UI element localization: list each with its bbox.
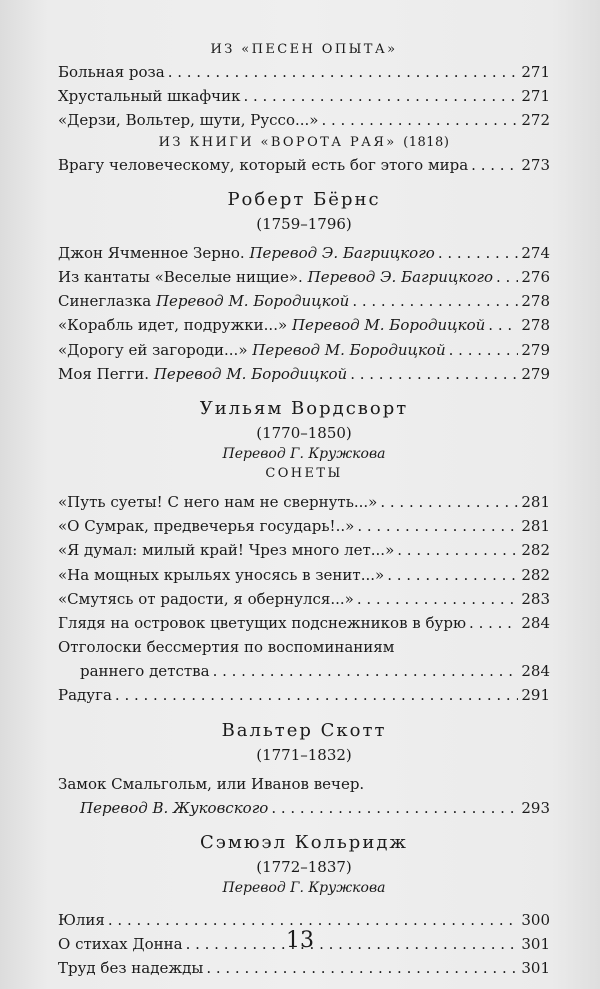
page-ref: 271 — [521, 87, 550, 106]
page-ref: 301 — [521, 935, 550, 954]
entry-title: «Корабль идет, подружки...» Перевод М. Бородицкой — [58, 316, 486, 335]
author-dates: (1759–1796) — [256, 214, 352, 233]
entry-title: «На мощных крыльях уносясь в зенит...» — [58, 565, 385, 584]
page-ref: 274 — [521, 243, 550, 262]
page-ref: 284 — [521, 662, 550, 681]
entry-title: Джон Ячменное Зерно. Перевод Э. Багрицкого — [58, 243, 435, 262]
page-ref: 282 — [521, 541, 550, 560]
dot-leader — [115, 683, 518, 707]
toc-entry — [58, 338, 550, 362]
dot-leader — [168, 60, 519, 84]
toc-entry — [58, 956, 550, 980]
dot-leader — [488, 313, 518, 337]
page-ref: 272 — [521, 111, 550, 130]
entry-title: Замок Смальгольм, или Иванов вечер. — [58, 774, 365, 793]
entry-title-continued: раннего детства — [80, 662, 210, 681]
entry-translator: Перевод М. Бородицкой — [153, 364, 348, 383]
page-ref: 278 — [521, 316, 550, 335]
page-ref: 279 — [521, 340, 550, 359]
entry-title: «Смутясь от радости, я обернулся...» — [58, 589, 354, 608]
entry-title: Отголоски бессмертия по воспоминаниям — [58, 638, 395, 657]
section-translator: Перевод Г. Кружкова — [222, 879, 386, 896]
page-ref: 291 — [521, 686, 550, 705]
page-ref: 300 — [521, 910, 550, 929]
page-ref: 276 — [521, 268, 550, 287]
toc-entry — [58, 587, 550, 611]
author-dates: (1770–1850) — [256, 424, 352, 443]
page-ref: 278 — [521, 292, 550, 311]
toc-entry — [58, 153, 550, 177]
toc-entry — [58, 313, 550, 337]
dot-leader — [321, 108, 518, 132]
page-ref: 281 — [521, 493, 550, 512]
dot-leader — [380, 490, 518, 514]
entry-translator: Перевод М. Бородицкой — [252, 340, 446, 359]
page-number: 13 — [286, 928, 314, 953]
section-heading-year: (1818) — [403, 134, 450, 150]
entry-title: Моя Пегги. Перевод М. Бородицкой — [58, 364, 348, 383]
dot-leader — [387, 563, 518, 587]
page-ref: 284 — [521, 614, 550, 633]
toc-entry — [58, 108, 550, 132]
entry-title: Врагу человеческому, который есть бог этого мира — [58, 155, 469, 174]
entry-title: Радуга — [58, 686, 112, 705]
toc-entry — [58, 635, 550, 683]
section-heading: ИЗ «ПЕСЕН ОПЫТА» — [210, 42, 398, 57]
entry-translator: Перевод Э. Багрицкого — [307, 268, 493, 287]
toc-entry — [58, 490, 550, 514]
section-heading-title: ИЗ КНИГИ «ВОРОТА РАЯ» — [158, 134, 397, 150]
entry-translator: Перевод М. Бородицкой — [155, 292, 350, 311]
author-name: Вальтер Скотт — [221, 719, 387, 741]
entry-title: Больная роза — [58, 63, 165, 81]
dot-leader — [271, 796, 518, 820]
toc-entry — [58, 84, 550, 108]
dot-leader — [206, 956, 518, 980]
entry-title: Труд без надежды — [58, 959, 204, 978]
section-subheading: СОНЕТЫ — [265, 466, 343, 482]
dot-leader — [357, 514, 518, 538]
author-name: Сэмюэл Кольридж — [200, 831, 408, 853]
toc-entry — [58, 611, 550, 635]
toc-entry — [58, 241, 550, 265]
toc-entry — [58, 772, 550, 820]
dot-leader — [213, 659, 519, 683]
dot-leader — [469, 611, 518, 635]
section-heading — [58, 133, 550, 153]
author-name: Уильям Вордсворт — [199, 398, 409, 420]
dot-leader — [352, 289, 518, 313]
toc-entry — [58, 514, 550, 538]
page-ref: 273 — [521, 155, 550, 174]
dot-leader — [397, 538, 518, 562]
toc-entry — [58, 60, 550, 84]
author-dates: (1772–1837) — [256, 857, 352, 876]
entry-title: Юлия — [58, 910, 105, 929]
entry-title: «О Сумрак, предвечерья государь!..» — [58, 517, 355, 536]
dot-leader — [449, 338, 519, 362]
toc-entry — [58, 362, 550, 386]
entry-title: «Путь суеты! С него нам не свернуть...» — [58, 493, 378, 512]
entry-title: «Дорогу ей загороди...» Перевод М. Бородицкой — [58, 340, 446, 359]
entry-translator: Перевод В. Жуковского — [80, 798, 269, 817]
entry-title: «Я думал: милый край! Чрез много лет...» — [58, 541, 395, 560]
toc-entry — [58, 538, 550, 562]
entry-title: Глядя на островок цветущих подснежников в бурю — [58, 614, 467, 633]
entry-title: О стихах Донна — [58, 935, 183, 954]
page-ref: 283 — [521, 589, 550, 608]
dot-leader — [496, 265, 518, 289]
dot-leader — [357, 587, 519, 611]
author-name: Роберт Бёрнс — [227, 188, 381, 210]
author-dates: (1771–1832) — [256, 745, 352, 764]
page-ref: 301 — [521, 959, 550, 978]
entry-title: «Дерзи, Вольтер, шути, Руссо...» — [58, 111, 319, 130]
table-of-contents — [58, 40, 550, 980]
section-translator: Перевод Г. Кружкова — [222, 446, 386, 463]
dot-leader — [243, 84, 518, 108]
entry-translator: Перевод М. Бородицкой — [291, 316, 486, 335]
entry-title: Синеглазка Перевод М. Бородицкой — [58, 292, 350, 311]
dot-leader — [438, 241, 519, 265]
page-ref: 293 — [521, 798, 550, 817]
entry-title: Хрустальный шкафчик — [58, 87, 241, 106]
page-ref: 282 — [521, 565, 550, 584]
entry-translator: Перевод Э. Багрицкого — [249, 243, 435, 262]
toc-entry — [58, 265, 550, 289]
page-ref: 279 — [521, 364, 550, 383]
toc-entry — [58, 563, 550, 587]
page-ref: 271 — [521, 63, 550, 81]
dot-leader — [350, 362, 518, 386]
page-ref: 281 — [521, 517, 550, 536]
entry-title: Из кантаты «Веселые нищие». Перевод Э. Багрицкого — [58, 268, 493, 287]
dot-leader — [471, 153, 518, 177]
toc-entry — [58, 289, 550, 313]
toc-entry — [58, 683, 550, 707]
